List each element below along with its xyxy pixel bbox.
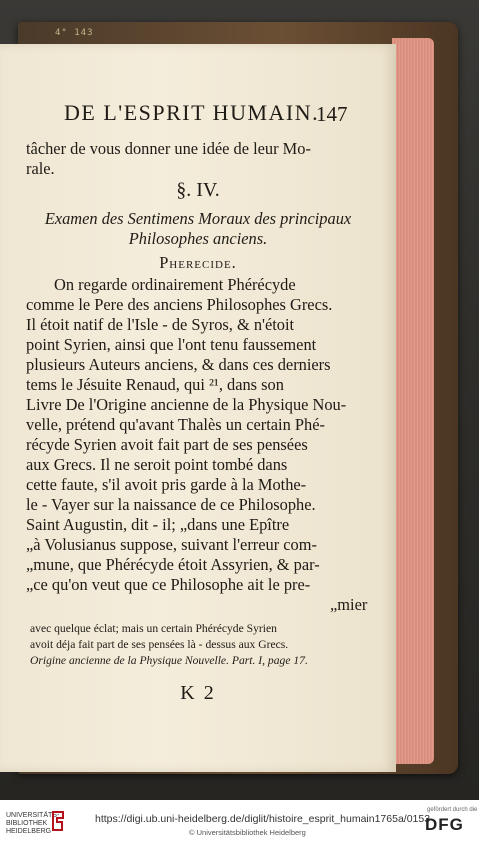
text-line: On regarde ordinairement Phérécyde xyxy=(54,275,296,294)
text-line: tâcher de vous donner une idée de leur Mo- xyxy=(26,139,311,158)
text-line: tems le Jésuite Renaud, qui ²¹, dans son xyxy=(26,375,284,394)
text-line: récyde Syrien avoit fait part de ses pensées xyxy=(26,435,308,454)
library-logo-icon[interactable] xyxy=(50,810,66,832)
logo-line: BIBLIOTHEK xyxy=(6,820,48,827)
text-line: plusieurs Auteurs anciens, & dans ces derniers xyxy=(26,355,331,374)
page-number: 147 xyxy=(316,102,348,126)
footnote-line: avec quelque éclat; mais un certain Phérécyde Syrien xyxy=(30,622,277,635)
text-line: Saint Augustin, dit - il; „dans une Epître xyxy=(26,515,290,534)
text-line: „à Volusianus suppose, suivant l'erreur com- xyxy=(26,535,317,554)
text-line: le - Vayer sur la naissance de ce Philosophe. xyxy=(26,495,316,514)
text-line: cette faute, s'il avoit pris garde à la Mothe- xyxy=(26,475,307,494)
footnote-line: avoit déja fait part de ses pensées là - dessus aux Grecs. xyxy=(30,638,289,651)
logo-line: UNIVERSITÄTS- xyxy=(6,812,60,819)
page-edges xyxy=(392,38,434,764)
catchword: „mier xyxy=(330,595,368,614)
copyright-text: © Universitätsbibliothek Heidelberg xyxy=(189,828,306,837)
footnote-line: Origine ancienne de la Physique Nouvelle. Part. I, page 17. xyxy=(30,654,308,667)
signature-mark: K 2 xyxy=(180,682,216,704)
book-page xyxy=(0,44,396,772)
text-line: „mune, que Phérécyde étoit Assyrien, & par- xyxy=(26,555,320,574)
text-line: Livre De l'Origine ancienne de la Physique Nou- xyxy=(26,395,347,414)
section-heading: Pherecide. xyxy=(159,253,237,272)
text-line: point Syrien, ainsi que l'ont tenu faussement xyxy=(26,335,317,354)
text-line: „ce qu'on veut que ce Philosophe ait le pre- xyxy=(26,575,311,594)
funding-note: gefördert durch die xyxy=(427,807,478,813)
text-line: aux Grecs. Il ne seroit point tombé dans xyxy=(26,455,288,474)
text-line: velle, prétend qu'avant Thalès un certain Phé- xyxy=(26,415,325,434)
permalink-url[interactable]: https://digi.ub.uni-heidelberg.de/diglit/histoire_esprit_humain1765a/0153 xyxy=(95,813,431,825)
text-line: rale. xyxy=(26,159,55,178)
text-line: Il étoit natif de l'Isle - de Syros, & n'étoit xyxy=(26,315,295,334)
logo-line: HEIDELBERG xyxy=(6,828,52,835)
section-number: §. IV. xyxy=(176,179,220,201)
running-head: DE L'ESPRIT HUMAIN. xyxy=(64,100,320,125)
text-line: comme le Pere des anciens Philosophes Grecs. xyxy=(26,295,333,314)
section-subtitle: Philosophes anciens. xyxy=(128,229,268,248)
dfg-logo[interactable]: DFG xyxy=(425,815,464,834)
section-subtitle: Examen des Sentimens Moraux des principaux xyxy=(44,209,352,228)
shelf-mark: 4° 143 xyxy=(55,28,94,38)
